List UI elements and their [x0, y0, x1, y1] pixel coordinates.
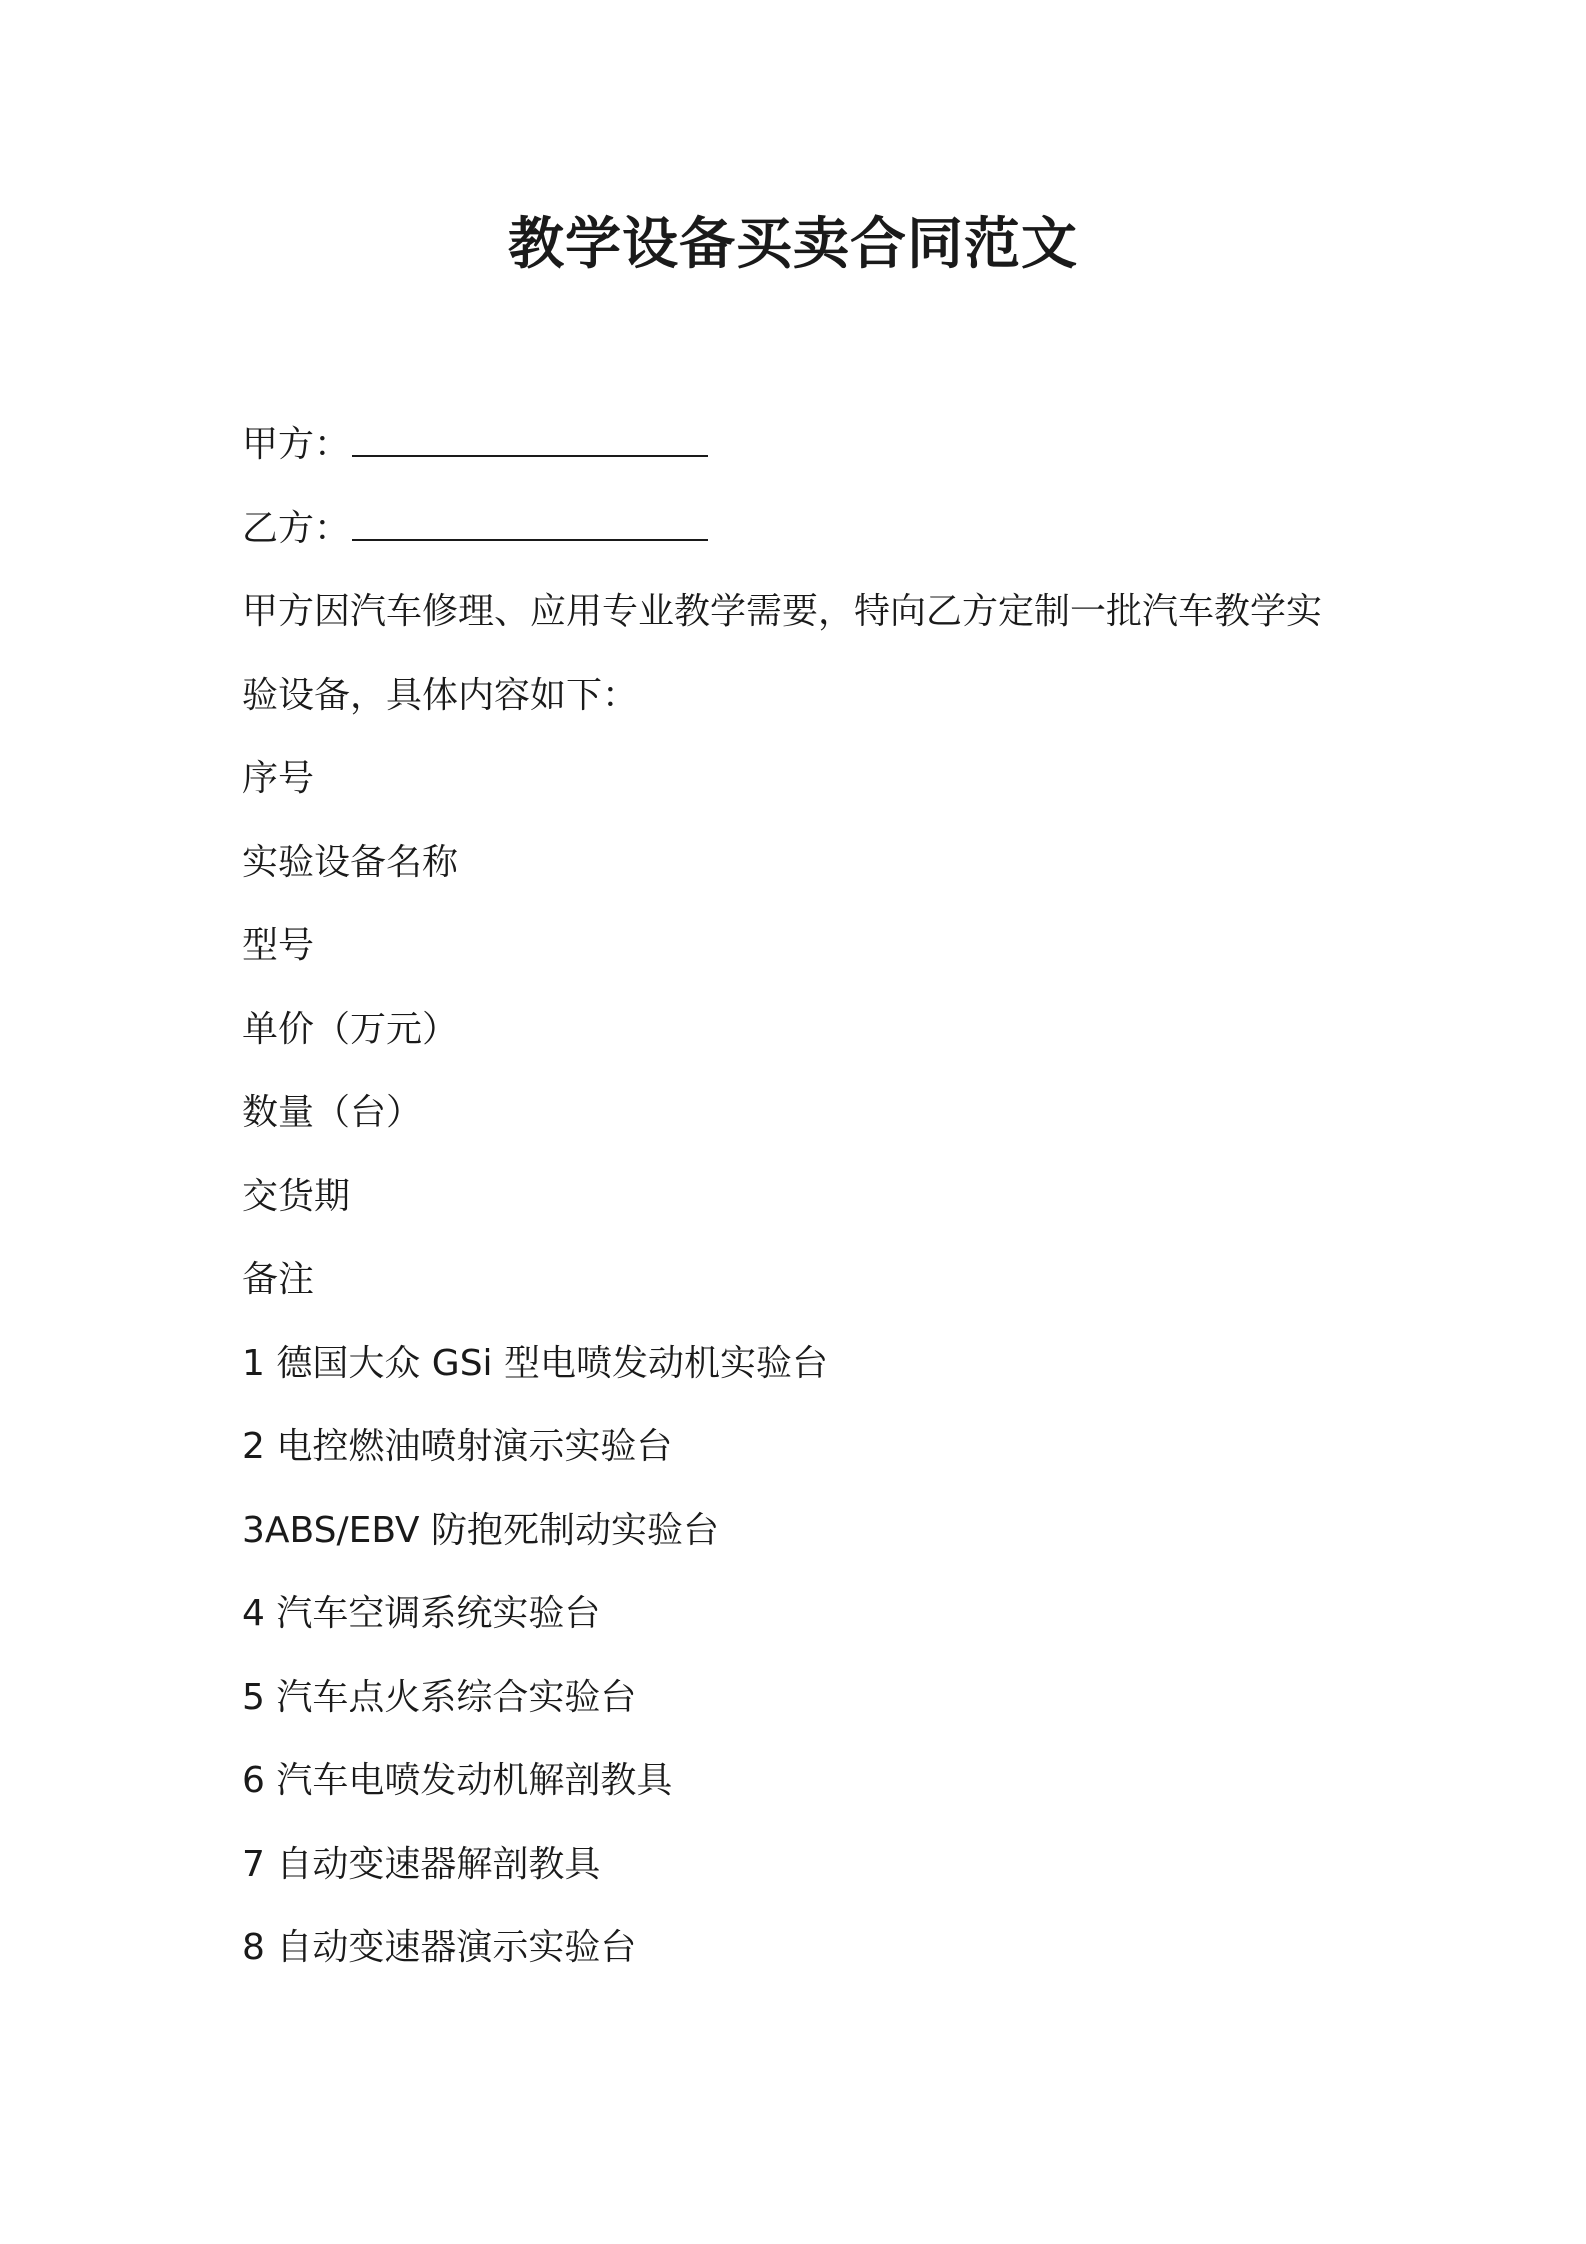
column-label: 型号 — [242, 925, 315, 966]
column-label: 交货期 — [242, 1175, 351, 1217]
party-b-line — [242, 487, 1362, 571]
intro-line-1: 甲方因汽车修理、应用专业教学需要，特向乙方定制一批汽车教学实 — [242, 591, 1323, 632]
column-label: 数量（台） — [242, 1092, 423, 1133]
equipment-item: 1 德国大众 GSi 型电喷发动机实验台 — [242, 1342, 828, 1384]
party-b-blank — [352, 519, 708, 541]
column-label: 单价（万元） — [242, 1008, 459, 1050]
column-label: 序号 — [242, 758, 315, 799]
equipment-item: 3ABS/EBV 防抱死制动实验台 — [242, 1509, 719, 1551]
document-title: 教学设备买卖合同范文 — [508, 212, 1078, 277]
equipment-item: 8 自动变速器演示实验台 — [242, 1927, 637, 1968]
party-a-blank — [352, 435, 708, 457]
equipment-item: 4 汽车空调系统实验台 — [242, 1593, 601, 1634]
column-label: 备注 — [242, 1259, 315, 1300]
column-label: 实验设备名称 — [242, 841, 459, 883]
intro-line-2: 验设备，具体内容如下： — [242, 674, 639, 716]
party-a-line — [242, 403, 1362, 487]
equipment-item: 6 汽车电喷发动机解剖教具 — [242, 1760, 673, 1801]
equipment-item: 7 自动变速器解剖教具 — [242, 1843, 601, 1885]
party-a-label: 甲方： — [242, 424, 351, 465]
equipment-item: 5 汽车点火系综合实验台 — [242, 1676, 637, 1718]
party-b-label: 乙方： — [242, 507, 351, 549]
equipment-item: 2 电控燃油喷射演示实验台 — [242, 1426, 673, 1467]
document-body — [242, 403, 1362, 1990]
